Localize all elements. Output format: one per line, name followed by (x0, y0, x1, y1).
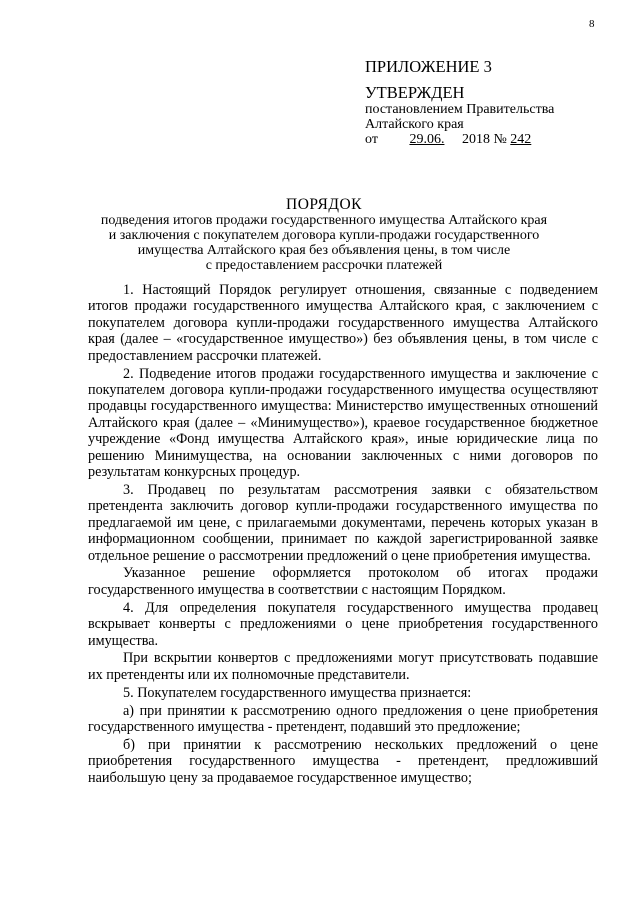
decree-number: 242 (510, 132, 532, 147)
approved-label: УТВЕРЖДЕН (365, 83, 465, 102)
from-word: от (365, 132, 378, 147)
approval-block (365, 58, 625, 148)
decree-line-1: постановлением Правительства (365, 102, 555, 117)
document-subtitle-line-3: имущества Алтайского края без объявления цены, в том числе (137, 243, 511, 258)
paragraph-5: 5. Покупателем государственного имущества признается: (123, 684, 472, 701)
paragraph-4-note: При вскрытии конвертов с предложениями могут присутствовать подавшие их претенденты или их полномочные представители. (88, 650, 598, 683)
decree-date: 29.06. (409, 132, 445, 147)
decree-line-2: Алтайского края (365, 117, 464, 132)
paragraph-1: 1. Настоящий Порядок регулирует отношения, связанные с подведением итогов продажи государственного имущества Алтайского края, с заключением с покупателем договора купли-продажи государственного имущества Алтайского края (далее – «государственное имущество») без объявления цены, в том числе с предоставлением рассрочки платежей. (88, 282, 598, 364)
paragraph-3: 3. Продавец по результатам рассмотрения заявки с обязательством претендента заключить договор купли-продажи государственного имущества по предлагаемой им цене, с прилагаемыми документами, перечень которых указан в информационном сообщении, принимает по каждой зарегистрированной заявке отдельное решение о рассмотрении предложений о цене приобретения имущества. (88, 481, 598, 564)
page-number: 8 (589, 18, 595, 30)
document-heading (60, 196, 588, 273)
appendix-title: ПРИЛОЖЕНИЕ 3 (365, 57, 492, 76)
decree-date-line (365, 132, 625, 148)
document-subtitle-line-4: с предоставлением рассрочки платежей (205, 258, 443, 273)
paragraph-4: 4. Для определения покупателя государственного имущества продавец вскрывает конверты с предложениями о цене приобретения государственного имущества. (88, 599, 598, 649)
decree-year: 2018 № (461, 132, 507, 147)
paragraph-5-b: б) при принятии к рассмотрению нескольких предложений о цене приобретения государственного имущества - претендент, предложивший наибольшую цену за продаваемое государственное имущество; (88, 736, 598, 786)
paragraph-5-a: а) при принятии к рассмотрению одного предложения о цене приобретения государственного имущества - претендент, подавший это предложение; (88, 702, 598, 736)
paragraph-2: 2. Подведение итогов продажи государственного имущества и заключение с покупателем договора купли-продажи государственного имущества осуществляют продавцы государственного имущества: Министерство имущественных отношений Алтайского края (далее – «Минимущество»), краевое государственное бюджетное учреждение «Фонд имущества Алтайского края», иные юридические лица по решению Минимущества, на основании заключенных с ними договоров по результатам конкурсных процедур. (88, 365, 598, 480)
document-body (88, 282, 598, 786)
document-subtitle-line-2: и заключения с покупателем договора купли-продажи государственного (108, 228, 540, 243)
paragraph-3-note: Указанное решение оформляется протоколом об итогах продажи государственного имущества в соответствии с настоящим Порядком. (88, 565, 598, 598)
document-title: ПОРЯДОК (286, 196, 362, 213)
document-subtitle-line-1: подведения итогов продажи государственного имущества Алтайского края (100, 213, 548, 228)
